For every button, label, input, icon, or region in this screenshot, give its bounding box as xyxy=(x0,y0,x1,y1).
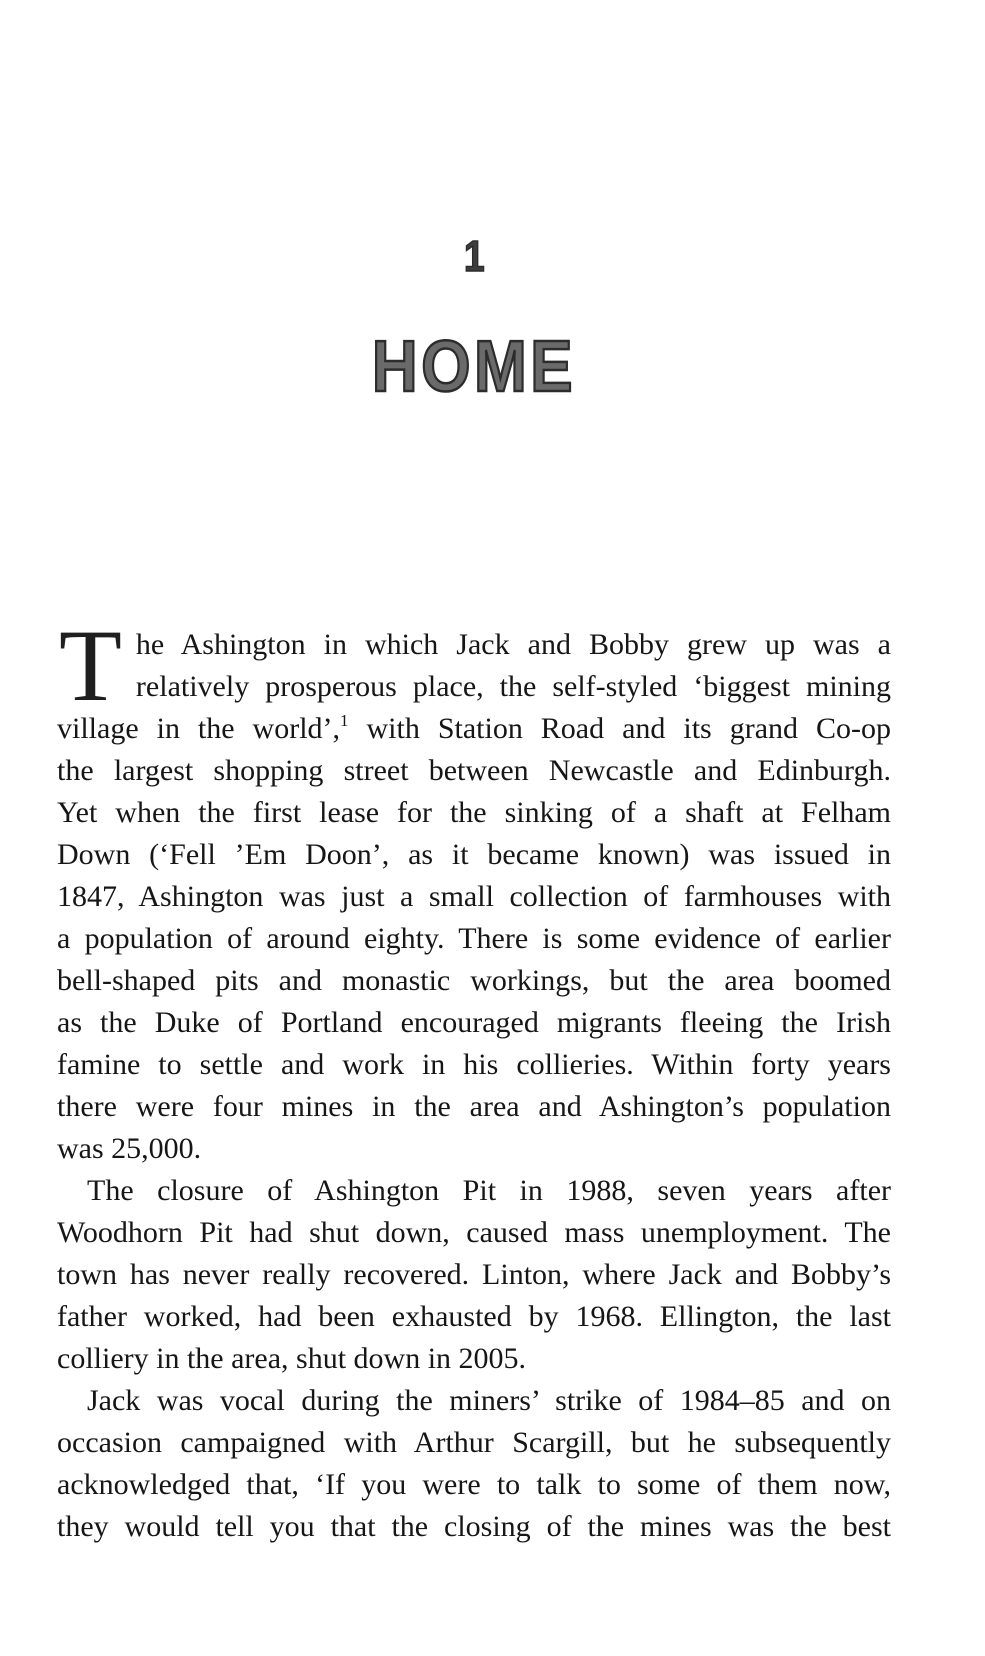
text-line: acknowledged that, ‘If you were to talk to some of them now, xyxy=(57,1468,891,1501)
body-text xyxy=(57,609,891,1548)
footnote-marker: 1 xyxy=(340,711,349,730)
text-line: Woodhorn Pit had shut down, caused mass unemployment. The xyxy=(57,1216,891,1249)
text-line: Yet when the first lease for the sinking of a shaft at Felham xyxy=(57,796,891,829)
text-line: there were four mines in the area and Ashington’s population xyxy=(57,1090,891,1123)
text-line: relatively prosperous place, the self-styled ‘biggest mining xyxy=(135,670,891,703)
text-line: 1847, Ashington was just a small collection of farmhouses with xyxy=(57,880,891,913)
text-line: was 25,000. xyxy=(57,1132,202,1165)
text-line: colliery in the area, shut down in 2005. xyxy=(57,1342,527,1375)
paragraph-3 xyxy=(57,1380,891,1548)
chapter-title-text: HOME xyxy=(371,327,577,407)
text-segment: with Station Road and its grand Co-op xyxy=(348,712,891,745)
text-line: a population of around eighty. There is some evidence of earlier xyxy=(57,922,891,955)
chapter-number-text: 1 xyxy=(463,232,485,281)
text-line: famine to settle and work in his collieries. Within forty years xyxy=(57,1048,891,1081)
text-line xyxy=(57,708,891,750)
paragraph-2 xyxy=(57,1170,891,1380)
chapter-title xyxy=(57,329,891,405)
text-segment: village in the world’, xyxy=(57,712,341,745)
text-line: Jack was vocal during the miners’ strike of 1984–85 and on xyxy=(87,1384,891,1417)
paragraph-1 xyxy=(57,609,891,1170)
text-line: Down (‘Fell ’Em Doon’, as it became known) was issued in xyxy=(57,838,891,871)
text-line: bell-shaped pits and monastic workings, but the area boomed xyxy=(57,964,891,997)
text-line: The closure of Ashington Pit in 1988, seven years after xyxy=(87,1174,891,1207)
text-line: he Ashington in which Jack and Bobby grew up was a xyxy=(135,628,891,661)
text-line: town has never really recovered. Linton, where Jack and Bobby’s xyxy=(57,1258,891,1291)
chapter-number xyxy=(57,232,891,281)
drop-cap: T xyxy=(59,609,122,723)
text-line: occasion campaigned with Arthur Scargill, but he subsequently xyxy=(57,1426,891,1459)
text-line: they would tell you that the closing of the mines was the best xyxy=(57,1510,891,1543)
text-line: as the Duke of Portland encouraged migrants fleeing the Irish xyxy=(57,1006,891,1039)
text-line: the largest shopping street between Newcastle and Edinburgh. xyxy=(57,754,891,787)
text-line: father worked, had been exhausted by 1968. Ellington, the last xyxy=(57,1300,891,1333)
